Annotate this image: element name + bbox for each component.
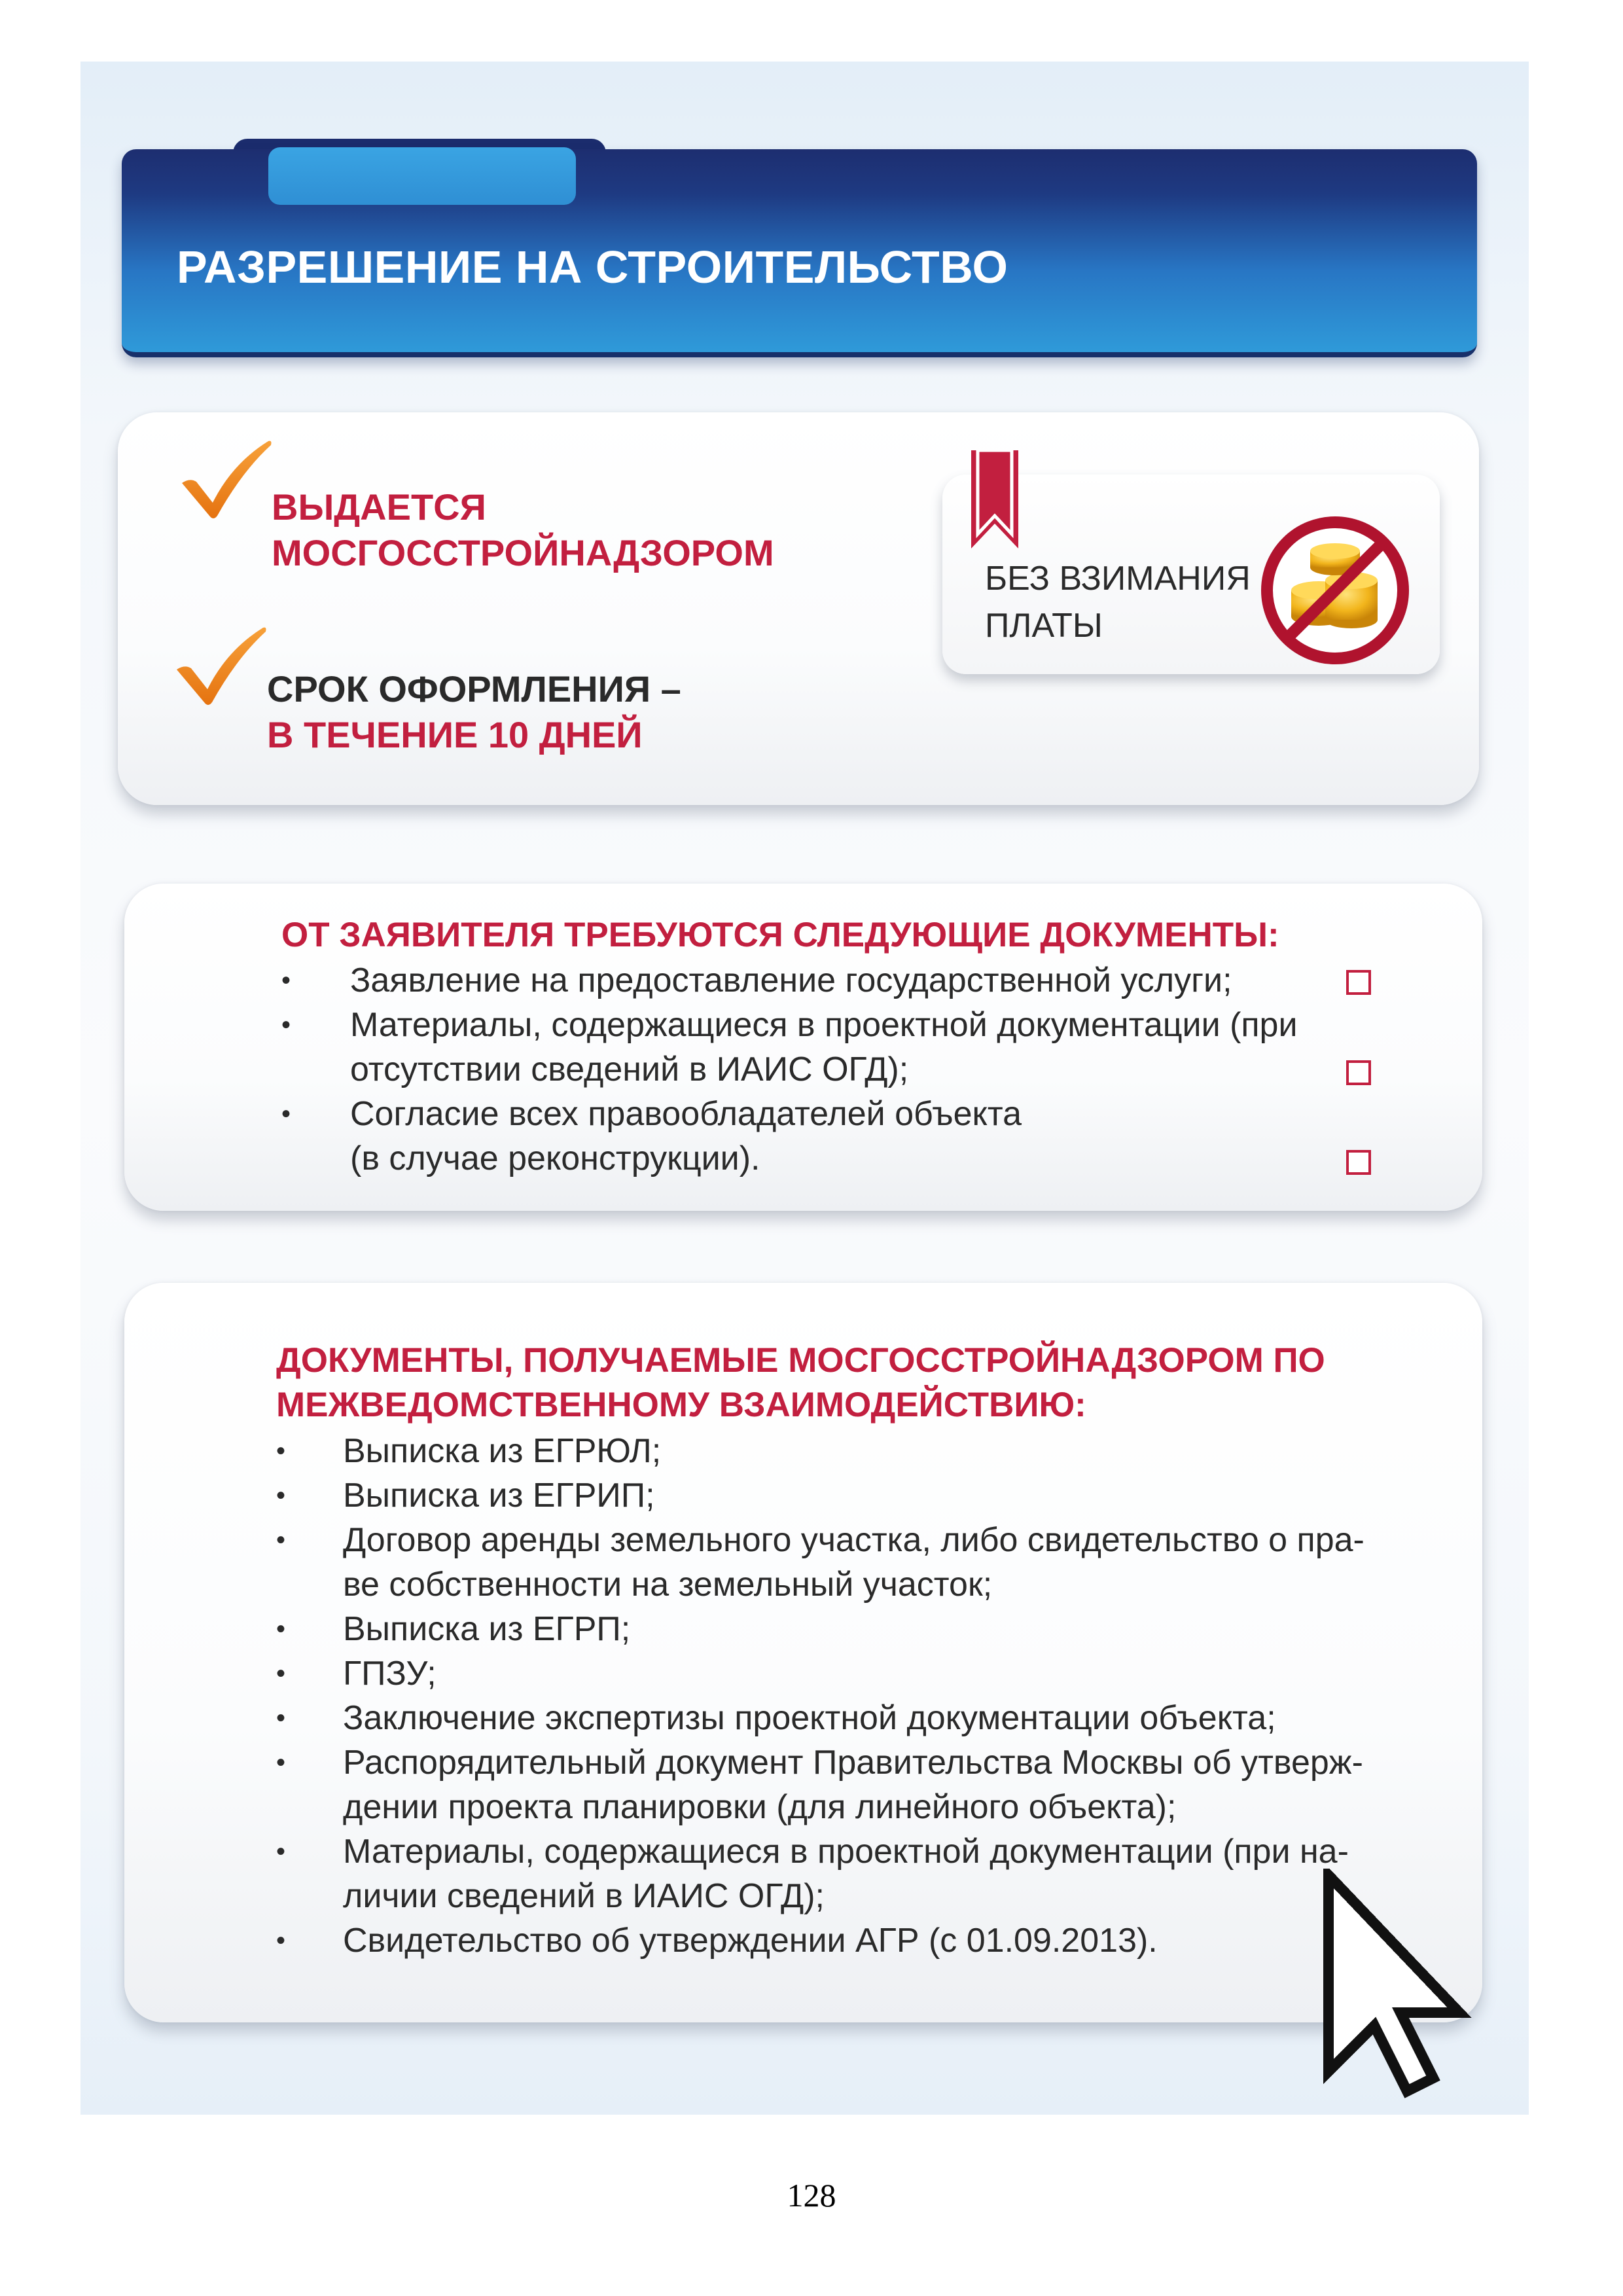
check-icon [177, 437, 275, 522]
interagency-docs-heading-line-1: ДОКУМЕНТЫ, ПОЛУЧАЕМЫЕ МОСГОССТРОЙНАДЗОРОМ ПО [276, 1341, 1325, 1380]
list-item-text: Выписка из ЕГРП; [343, 1610, 631, 1648]
list-item-text: Заключение экспертизы проектной документации объекта; [343, 1699, 1276, 1737]
list-item: • Заявление на предоставление государственной услуги; [281, 958, 1298, 1003]
list-item: • Согласие всех правообладателей объекта (в случае реконструкции). [281, 1092, 1298, 1181]
list-item: • Выписка из ЕГРЮЛ; [276, 1429, 1364, 1473]
list-item: • Свидетельство об утверждении АГР (с 01.09.2013). [276, 1918, 1364, 1963]
list-item-text: Свидетельство об утверждении АГР (с 01.09.2013). [343, 1922, 1158, 1960]
applicant-docs-list [281, 958, 1298, 1181]
checkbox-icon[interactable] [1346, 1060, 1371, 1085]
mouse-pointer-icon [1322, 1869, 1492, 2104]
applicant-docs-heading: ОТ ЗАЯВИТЕЛЯ ТРЕБУЮТСЯ СЛЕДУЮЩИЕ ДОКУМЕНТЫ: [281, 916, 1279, 954]
list-item-text: Выписка из ЕГРИП; [343, 1477, 655, 1515]
list-item-text: ве собственности на земельный участок; [343, 1566, 993, 1604]
issuer-line-2: МОСГОССТРОЙНАДЗОРОМ [272, 532, 774, 573]
list-item-text: Заявление на предоставление государственной услуги; [350, 961, 1232, 999]
no-fee-line-1: БЕЗ ВЗИМАНИЯ [985, 560, 1251, 598]
no-fee-label [985, 555, 1251, 649]
list-item: • Выписка из ЕГРИП; [276, 1473, 1364, 1518]
check-icon [171, 624, 270, 709]
interagency-docs-list [276, 1429, 1364, 1963]
list-item-text: Распорядительный документ Правительства Москвы об утверж- [343, 1744, 1363, 1782]
term-line-1: СРОК ОФОРМЛЕНИЯ – [267, 668, 681, 709]
list-item-text: Выписка из ЕГРЮЛ; [343, 1432, 662, 1470]
no-fee-line-2: ПЛАТЫ [985, 607, 1103, 645]
list-item: • Распорядительный документ Правительства Москвы об утверж- дении проекта планировки (для линейного объекта); [276, 1740, 1364, 1829]
list-item-text: личии сведений в ИАИС ОГД); [343, 1877, 825, 1915]
issuer-line-1: ВЫДАЕТСЯ [272, 486, 486, 528]
list-item-text: Материалы, содержащиеся в проектной документации (при на- [343, 1833, 1349, 1871]
list-item-text: Договор аренды земельного участка, либо свидетельство о пра- [343, 1521, 1364, 1559]
checkbox-icon[interactable] [1346, 1150, 1371, 1175]
list-item-text: ГПЗУ; [343, 1655, 437, 1693]
interagency-docs-heading-line-2: МЕЖВЕДОМСТВЕННОМУ ВЗАИМОДЕЙСТВИЮ: [276, 1386, 1086, 1424]
checkbox-icon[interactable] [1346, 970, 1371, 995]
list-item-text: дении проекта планировки (для линейного объекта); [343, 1788, 1177, 1826]
page-title: РАЗРЕШЕНИЕ НА СТРОИТЕЛЬСТВО [177, 242, 1008, 293]
list-item-text: Согласие всех правообладателей объекта [350, 1095, 1022, 1133]
list-item: • ГПЗУ; [276, 1651, 1364, 1696]
list-item: • Материалы, содержащиеся в проектной документации (при отсутствии сведений в ИАИС ОГД); [281, 1003, 1298, 1092]
list-item: • Договор аренды земельного участка, либо свидетельство о пра- ве собственности на земельный участок; [276, 1518, 1364, 1607]
list-item: • Выписка из ЕГРП; [276, 1607, 1364, 1651]
list-item-text: отсутствии сведений в ИАИС ОГД); [350, 1050, 909, 1088]
no-fee-icon [1257, 512, 1414, 669]
term-line-2: В ТЕЧЕНИЕ 10 ДНЕЙ [267, 714, 643, 755]
list-item-text: (в случае реконструкции). [350, 1139, 760, 1177]
page-number: 128 [787, 2177, 836, 2214]
list-item: • Материалы, содержащиеся в проектной документации (при на- личии сведений в ИАИС ОГД); [276, 1829, 1364, 1918]
list-item-text: Материалы, содержащиеся в проектной документации (при [350, 1006, 1298, 1044]
list-item: • Заключение экспертизы проектной документации объекта; [276, 1696, 1364, 1740]
banner-tab-highlight [268, 147, 576, 205]
bookmark-icon [969, 450, 1021, 548]
